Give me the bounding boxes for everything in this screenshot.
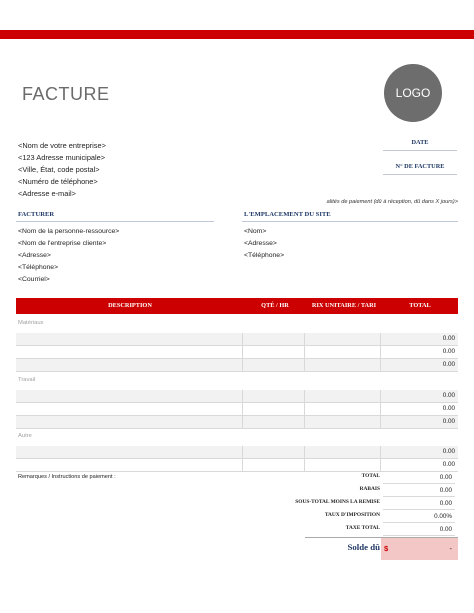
header-description: DESCRIPTION [108,302,152,309]
logo-placeholder: LOGO [384,64,442,122]
row-total: 0.00 [442,392,455,399]
row-total: 0.00 [442,405,455,412]
balance-due-value: - [449,544,452,553]
table-row[interactable] [16,459,458,472]
invoice-title: FACTURE [22,84,110,104]
summary-total-value: 0.00 [383,472,455,484]
header-unit-price: RIX UNITAIRE / TARI [311,302,377,309]
row-total: 0.00 [442,348,455,355]
row-total: 0.00 [442,461,455,468]
billing-divider [16,221,214,222]
table-row[interactable] [16,333,458,346]
summary-subtotal-label: SOUS-TOTAL MOINS LA REMISE [295,499,380,505]
summary-discount-label: RABAIS [359,486,380,492]
top-accent-bar [0,30,474,39]
row-total: 0.00 [442,361,455,368]
site-phone: <Téléphone> [244,252,285,259]
summary-tax-total-value: 0.00 [383,524,455,536]
invoice-number-label: N° DE FACTURE [395,163,445,170]
summary-total-label: TOTAL [361,473,380,479]
currency-symbol: $ [384,544,389,553]
balance-due-box [381,537,458,560]
table-row[interactable] [16,403,458,416]
category-other: Autre [18,433,32,439]
invoice-number-line[interactable] [383,174,457,175]
billing-email: <Courriel> [18,276,50,283]
date-value-line[interactable] [383,150,457,151]
balance-divider [305,537,381,538]
summary-subtotal-value: 0.00 [383,498,455,510]
site-name: <Nom> [244,228,267,235]
items-table-header [16,298,458,314]
table-row[interactable] [16,359,458,372]
company-email: <Adresse e-mail> [18,189,76,198]
category-materials: Matériaux [18,320,44,326]
header-quantity: QTÉ / HR [261,302,289,309]
summary-tax-total-label: TAXE TOTAL [345,525,380,531]
row-total: 0.00 [442,418,455,425]
summary-discount-value: 0.00 [383,485,455,497]
billing-title: FACTURER [18,211,55,218]
table-row[interactable] [16,390,458,403]
header-total: TOTAL [409,302,431,309]
date-label: DATE [411,139,429,146]
billing-company: <Nom de l'entreprise cliente> [18,240,107,247]
table-row[interactable] [16,446,458,459]
row-total: 0.00 [442,448,455,455]
company-city: <Ville, État, code postal> [18,165,100,174]
category-labor: Travail [18,377,36,383]
payment-terms: alités de paiement (dû à réception, dû dans X jours)> [326,199,458,205]
summary-tax-rate-label: TAUX D'IMPOSITION [324,512,380,518]
site-title: L'EMPLACEMENT DU SITE [244,211,331,218]
table-row[interactable] [16,416,458,429]
company-name: <Nom de votre entreprise> [18,141,106,150]
billing-contact: <Nom de la personne-ressource> [18,228,120,235]
site-divider [242,221,458,222]
company-phone: <Numéro de téléphone> [18,177,98,186]
payment-remarks: Remarques / Instructions de paiement : [18,474,116,480]
table-row[interactable] [16,346,458,359]
summary-tax-rate-value[interactable]: 0.00% [383,511,455,523]
balance-due-label: Solde dû [347,542,380,552]
row-total: 0.00 [442,335,455,342]
billing-address: <Adresse> [18,252,51,259]
company-address: <123 Adresse municipale> [18,153,106,162]
billing-phone: <Téléphone> [18,264,59,271]
site-address: <Adresse> [244,240,277,247]
